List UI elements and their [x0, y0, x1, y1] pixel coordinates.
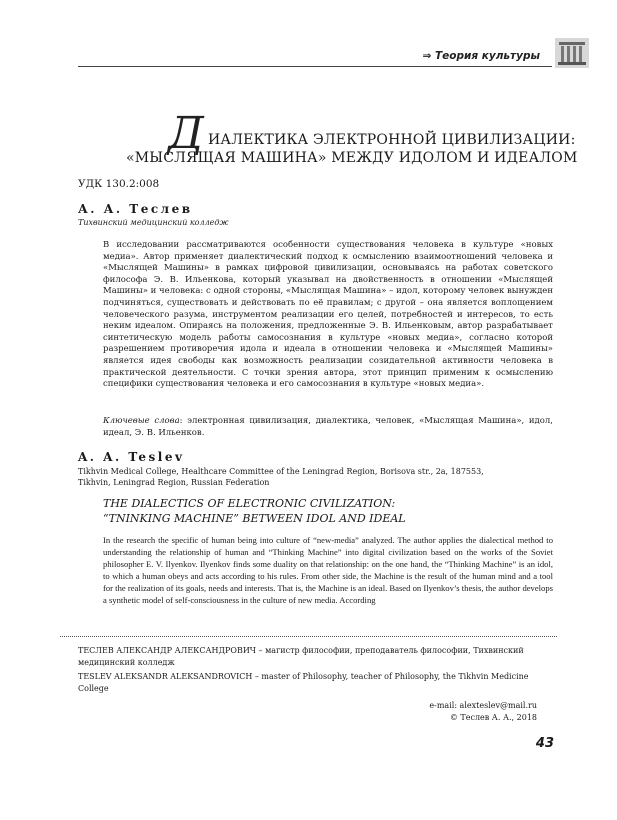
author-info-en: TESLEV ALEKSANDR ALEKSANDROVICH – master of Philosophy, teacher of Philosophy, the Tikhvin Medicine College — [78, 672, 529, 693]
author-info-ru: ТЕСЛЕВ АЛЕКСАНДР АЛЕКСАНДРОВИЧ – магистр философии, преподаватель философии, Тихвинский медицинский колледж — [78, 646, 524, 667]
columns-icon — [555, 38, 589, 68]
author-email[interactable]: e-mail: alexteslev@mail.ru — [429, 701, 537, 710]
keywords-ru — [103, 416, 553, 439]
article-title-en-line1: THE DIALECTICS OF ELECTRONIC CIVILIZATION: — [103, 497, 396, 510]
title-dropcap: Д — [168, 108, 204, 159]
page-number: 43 — [535, 736, 554, 751]
footnote-divider — [60, 636, 557, 637]
article-title-en-line2: “TNINKING MACHINE” BETWEEN IDOL AND IDEAL — [103, 512, 406, 525]
header-rule — [78, 66, 552, 67]
udk-code: УДК 130.2:008 — [78, 178, 160, 190]
section-rubric: ⇒ Теория культуры — [422, 50, 540, 62]
keywords-list-ru: : электронная цивилизация, диалектика, человек, «Мыслящая Машина», идол, идеал, Э. В. Ильенков. — [103, 416, 554, 438]
abstract-en: In the research the specific of human being into culture of “new-media” analyzed. The author applies the dialectical method to understanding the relationship of human and “Thinking Machine” into digital civilization based on the works of the Soviet philosopher E. V. Ilyenkov. Ilyenkov finds some duality on that relationship: on the one hand, the “Thinking Machine” is an idol, to which a human obeys and acts according to his rules. From other side, the Machine is the result of the human mind and a tool for the realization of its goals, needs and interests. That is, the Machine is an ideal. Based on Ilyenkov’s thesis, the author develops a synthetic model of self-consciousness in the culture of new media. According — [103, 535, 553, 606]
abstract-ru: В исследовании рассматриваются особенности существования человека в культуре «новых медиа». Автор применяет диалектический подход к осмыслению взаимоотношений человека и «Мыслящей Машины» в рамках цифровой цивилизации, основываясь на работах советского философа Э. В. Ильенкова, который указывал на двойственность в отношении «Мыслящей Машины» и человека: с одной стороны, «Мыслящая Машина» – идол, которому человек вынужден подчиняться, существовать и действовать по её правилам; с другой – она является воплощением человеческого разума, инструментом реализации его целей, потребностей и интересов, то есть неким идеалом. Опираясь на положения, предложенные Э. В. Ильенковым, автор разрабатывает синтетическую модель работы самосознания в культуре «новых медиа», согласно которой разрешением противоречия идола и идеала в отношении человека и «Мыслящей Машины» является идея свободы как возможность реализации созидательной активности человека в практической деятельности. С точки зрения автора, этот принцип применим к осмыслению специфики существования человека и его самосознания в культуре «новых медиа». — [103, 240, 553, 390]
article-title-line2: «МЫСЛЯЩАЯ МАШИНА» МЕЖДУ ИДОЛОМ И ИДЕАЛОМ — [126, 150, 578, 166]
keywords-label-ru: Ключевые слова — [103, 416, 180, 426]
author-affiliation-ru: Тихвинский медицинский колледж — [78, 218, 229, 227]
contact-block — [300, 700, 537, 723]
copyright: © Теслев А. А., 2018 — [449, 712, 537, 722]
article-title-line1: ИАЛЕКТИКА ЭЛЕКТРОННОЙ ЦИВИЛИЗАЦИИ: — [208, 132, 576, 148]
author-affiliation-en: Tikhvin Medical College, Healthcare Committee of the Leningrad Region, Borisova str., 2a, 187553, Tikhvin, Leningrad Region, Russian Federation — [78, 467, 484, 487]
author-name-ru: А. А. Теслев — [78, 202, 193, 216]
author-name-en: A. A. Teslev — [78, 450, 185, 464]
